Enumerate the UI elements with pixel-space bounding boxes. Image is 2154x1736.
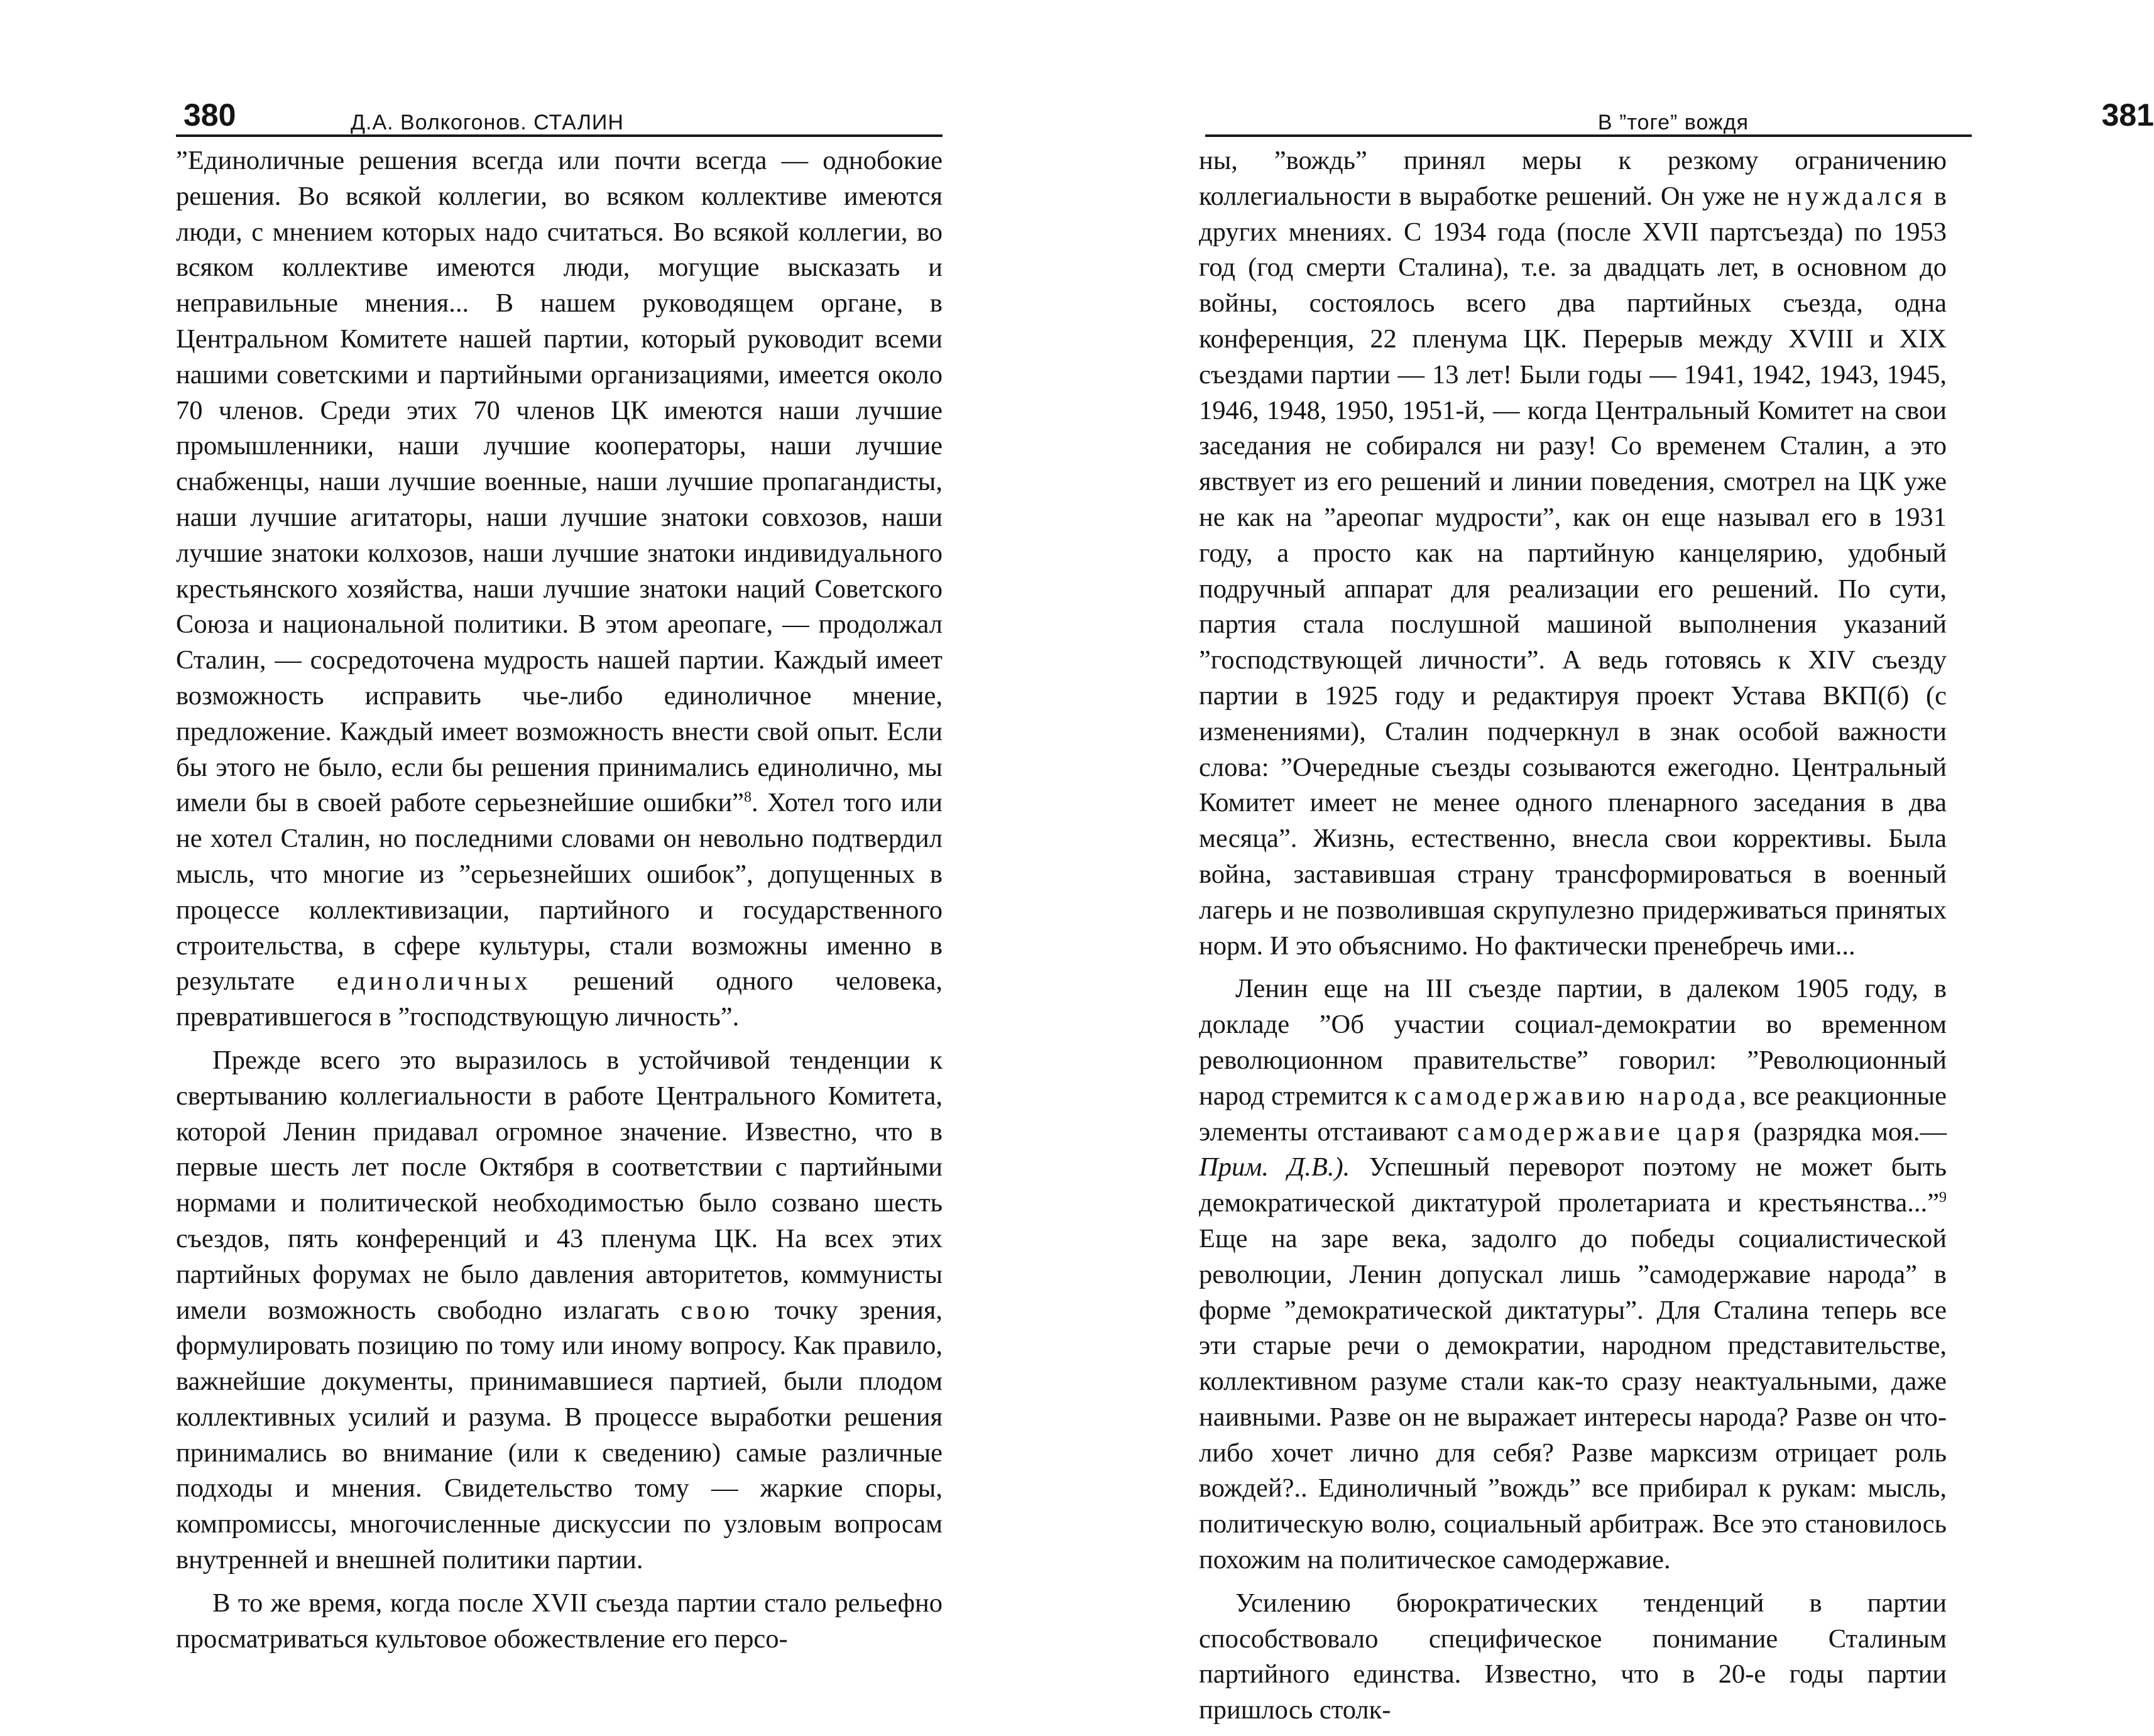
paragraph — [1199, 971, 1947, 1578]
spaced-emphasis: свою — [681, 1295, 753, 1325]
spaced-emphasis: самодержавию народа — [1414, 1081, 1740, 1111]
text-run: Прежде всего это выразилось в устойчивой тенденции к свертыванию коллегиальности в работе Центрального Комитета, которой Ленин придавал огромное значение. Известно, что в первые шесть лет после Октября в соответствии с партийными нормами и политической необходимостью было созвано шесть съездов, пять конференций и 43 пленума ЦК. На всех этих партийных форумах не было давления авторитетов, коммунисты имели возможность свободно излагать — [176, 1045, 943, 1325]
paragraph: Усилению бюрократических тенденций в партии способствовало специфическое понимание Сталиным партийного единства. Известно, что в 20-е годы партии пришлось столк- — [1199, 1588, 1947, 1725]
footnote-ref: 9 — [1939, 1189, 1947, 1206]
text-run: ”Единоличные решения всегда или почти всегда — однобокие решения. Во всякой коллегии, во всяком коллективе имеются люди, с мнением которых надо считаться. Во всякой коллегии, во всяком коллективе имеются люди, могущие высказать и неправильные мнения... В нашем руководящем органе, в Центральном Комитете нашей партии, который руководит всеми нашими советскими и партийными организациями, имеется около 70 членов. Среди этих 70 членов ЦК имеются наши лучшие промышленники, наши лучшие кооператоры, наши лучшие снабженцы, наши лучшие военные, наши лучшие пропагандисты, наши лучшие агитаторы, наши лучшие знатоки совхозов, наши лучшие знатоки колхозов, наши лучшие знатоки индивидуального крестьянского хозяйства, наши лучшие знатоки наций Советского Союза и национальной политики. В этом ареопаге, — продолжал Сталин, — сосредоточена мудрость нашей партии. Каждый имеет возможность исправить чье-либо единоличное мнение, предложение. Каждый имеет возможность внести свой опыт. Если бы этого не было, если бы решения принимались единолично, мы имели бы в своей работе серьезнейшие ошибки” — [176, 146, 943, 818]
text-run: ны, ”вождь” принял меры к резкому ограничению коллегиальности в выработке решений. Он уже не — [1199, 146, 1947, 211]
italic-note: Прим. Д.В.). — [1199, 1152, 1350, 1182]
left-page-body — [176, 143, 943, 1657]
text-run: в других мнениях. С 1934 года (после XVII партсъезда) по 1953 год (год смерти Сталина), т.е. за двадцать лет, в основном до войны, состоялось всего два партийных съезда, одна конференция, 22 пленума ЦК. Перерыв между XVIII и XIX съездами партии — 13 лет! Были годы — 1941, 1942, 1943, 1945, 1946, 1948, 1950, 1951-й, — когда Центральный Комитет на свои заседания не собирался ни разу! Со временем Сталин, а это явствует из его решений и линии поведения, смотрел на ЦК уже не как на ”ареопаг мудрости”, как он еще называл его в 1931 году, а просто как на партийную канцелярию, удобный подручный аппарат для реализации его решений. По сути, партия стала послушной машиной выполнения указаний ”господствующей личности”. А ведь готовясь к XIV съезду партии в 1925 году и редактируя проект Устава ВКП(б) (с изменениями), Сталин подчеркнул в знак особой важности слова: ”Очередные съезды созываются ежегодно. Центральный Комитет имеет не менее одного пленарного заседания в два месяца”. Жизнь, естественно, внесла свои коррективы. Была война, заставившая страну трансформироваться в военный лагерь и не позволившая скрупулезно придерживаться принятых норм. И это объяснимо. Но фактически пренебречь ими... — [1199, 181, 1947, 961]
right-page — [1199, 88, 2154, 1736]
right-page-header — [1205, 88, 2154, 137]
running-head: Д.А. Волкогонов. СТАЛИН — [351, 111, 624, 134]
text-run: , все реакционные элементы отстаивают — [1199, 1081, 1947, 1147]
right-page-body — [1199, 143, 1947, 1728]
page-number: 381 — [2101, 97, 2154, 133]
footnote-ref: 8 — [743, 789, 752, 806]
page-number: 380 — [183, 97, 236, 133]
left-page — [176, 88, 943, 1664]
paragraph — [176, 143, 943, 1035]
left-page-header — [176, 88, 943, 137]
text-run: (разрядка моя.— — [1744, 1116, 1947, 1147]
paragraph — [176, 1043, 943, 1578]
text-run: Успешный переворот поэтому не может быть демократической диктатурой пролетариата и крестьянства...” — [1199, 1152, 1947, 1218]
text-run: Еще на заре века, задолго до победы социалистической революции, Ленин допускал лишь ”самодержавие народа” в форме ”демократической диктатуры”. Для Сталина теперь все эти старые речи о демократии, народном представительстве, коллективном разуме стали как-то сразу неактуальными, даже наивными. Разве он не выражает интересы народа? Разве он что-либо хочет лично для себя? Разве марксизм отрицает роль вождей?.. Единоличный ”вождь” все прибирал к рукам: мысль, политическую волю, социальный арбитраж. Все это становилось похожим на политическое самодержавие. — [1199, 1223, 1947, 1575]
running-head: В ”тоге” вождя — [1597, 111, 1749, 134]
text-run: решений одного человека, превратившегося в ”господствующую личность”. — [176, 966, 943, 1032]
text-run: Ленин еще на III съезде партии, в далеком 1905 году, в докладе ”Об участии социал-демократии во временном революционном правительстве” говорил: ”Революционный народ стремится к — [1199, 974, 1947, 1111]
text-run: . Хотел того или не хотел Сталин, но последними словами он невольно подтвердил мысль, что многие из ”серьезнейших ошибок”, допущенных в процессе коллективизации, партийного и государственного строительства, в сфере культуры, стали возможны именно в результате — [176, 788, 943, 996]
text-run: точку зрения, формулировать позицию по тому или иному вопросу. Как правило, важнейшие документы, принимавшиеся партией, были плодом коллективных усилий и разума. В процессе выработки решения принимались во внимание (или к сведению) самые различные подходы и мнения. Свидетельство тому — жаркие споры, компромиссы, многочисленные дискуссии по узловым вопросам внутренней и внешней политики партии. — [176, 1295, 943, 1575]
paragraph — [1199, 143, 1947, 964]
spaced-emphasis: единоличных — [336, 966, 532, 996]
spaced-emphasis: самодержавие царя — [1457, 1116, 1744, 1147]
spaced-emphasis: нуждался — [1787, 181, 1927, 211]
paragraph: В то же время, когда после XVII съезда партии стало рельефно просматриваться культовое обожествление его персо- — [176, 1588, 943, 1654]
